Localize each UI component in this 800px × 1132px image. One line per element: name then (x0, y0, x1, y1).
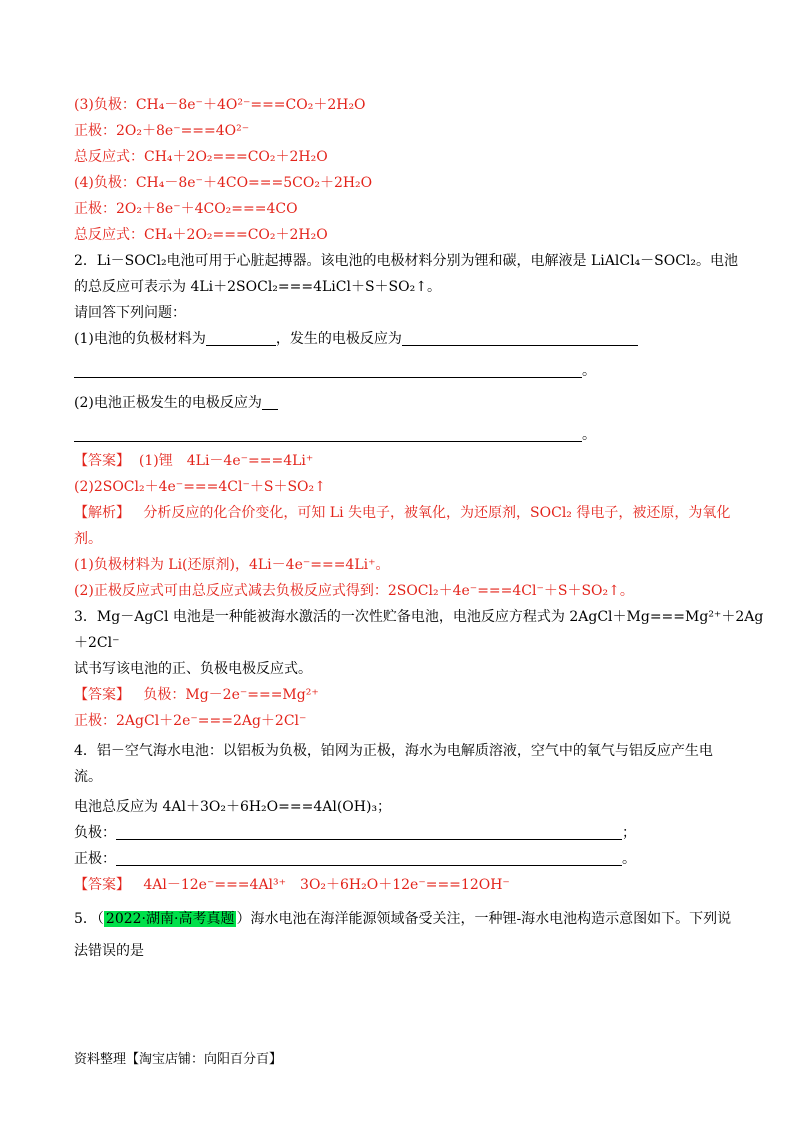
question-5-stem: 法错误的是 (74, 943, 144, 959)
text-line: 正极：2O₂＋8e⁻===4O²⁻ (74, 123, 250, 139)
answer-line: 正极：2AgCl＋2e⁻===2Ag＋2Cl⁻ (74, 713, 307, 729)
text-line: (4)负极：CH₄－8e⁻＋4CO===5CO₂＋2H₂O (74, 175, 373, 191)
answer-text: 负极：Mg－2e⁻===Mg²⁺ (143, 687, 319, 703)
negative-label: 负极： (74, 825, 116, 841)
sub1-label: (1)电池的负极材料为 (74, 331, 206, 347)
source-highlight: 2022·湖南·高考真题 (105, 911, 235, 927)
sub1-label-b: ，发生的电极反应为 (275, 331, 402, 347)
positive-label: 正极： (74, 851, 116, 867)
answer-blank[interactable] (116, 849, 622, 866)
answer-tag: 【答案】 (74, 687, 130, 703)
question-3-prompt: 试书写该电池的正、负极电极反应式。 (74, 661, 312, 677)
text-line: 总反应式：CH₄＋2O₂===CO₂＋2H₂O (74, 227, 328, 243)
question-4-positive (74, 846, 734, 872)
answer-tag: 【答案】 (74, 453, 130, 469)
question-2-sub1 (74, 326, 734, 352)
semicolon: ； (622, 825, 636, 841)
answer-blank[interactable] (116, 823, 622, 840)
analysis-line: (1)负极材料为 Li(还原剂)，4Li－4e⁻===4Li⁺。 (74, 557, 390, 573)
period: 。 (582, 363, 596, 379)
question-4-stem: 流。 (74, 769, 102, 785)
question-5-stem (74, 906, 734, 932)
text-line: 总反应式：CH₄＋2O₂===CO₂＋2H₂O (74, 149, 328, 165)
question-4-total: 电池总反应为 4Al＋3O₂＋6H₂O===4Al(OH)₃； (74, 799, 392, 815)
analysis-text: 分析反应的化合价变化，可知 Li 失电子，被氧化，为还原剂，SOCl₂ 得电子，被还原，为氧化 (143, 505, 731, 521)
answer-line: (2)2SOCl₂＋4e⁻===4Cl⁻＋S＋SO₂↑ (74, 479, 326, 495)
question-2-prompt: 请回答下列问题： (74, 305, 186, 321)
text-line: 正极：2O₂＋8e⁻＋4CO₂===4CO (74, 201, 298, 217)
answer-text: (1)锂 4Li－4e⁻===4Li⁺ (138, 453, 314, 469)
answer-line (74, 872, 734, 898)
analysis-line: 剂。 (74, 531, 102, 547)
question-4-negative (74, 820, 734, 846)
analysis-tag: 【解析】 (74, 505, 130, 521)
answer-blank[interactable] (262, 393, 278, 410)
question-2-sub1-cont (74, 358, 734, 384)
answer-line (74, 448, 734, 474)
question-2-stem: 2．Li－SOCl₂电池可用于心脏起搏器。该电池的电极材料分别为锂和碳，电解液是 LiAlCl₄－SOCl₂。电池 (74, 253, 739, 269)
answer-blank[interactable] (74, 425, 582, 442)
answer-tag: 【答案】 (74, 877, 130, 893)
period: 。 (622, 851, 636, 867)
answer-blank[interactable] (206, 329, 276, 346)
question-2-stem: 的总反应可表示为 4Li＋2SOCl₂===4LiCl＋S＋SO₂↑。 (74, 279, 441, 295)
question-4-stem: 4．铝－空气海水电池：以铝板为负极，铂网为正极，海水为电解质溶液，空气中的氧气与铝反应产生电 (74, 743, 713, 759)
answer-text: 4Al－12e⁻===4Al³⁺ 3O₂＋6H₂O＋12e⁻===12OH⁻ (143, 877, 510, 893)
question-number: 5．（ (74, 911, 104, 927)
question-3-stem: ＋2Cl⁻ (74, 635, 120, 651)
question-text: ）海水电池在海洋能源领域备受关注，一种锂-海水电池构造示意图如下。下列说 (236, 911, 732, 927)
analysis-line: (2)正极反应式可由总反应式减去负极反应式得到：2SOCl₂＋4e⁻===4Cl⁻＋S＋SO₂↑。 (74, 583, 634, 599)
footer-note: 资料整理【淘宝店铺：向阳百分百】 (74, 1052, 283, 1067)
question-2-sub2-cont (74, 422, 734, 448)
sub2-label: (2)电池正极发生的电极反应为 (74, 395, 262, 411)
period: 。 (582, 427, 596, 443)
text-line: (3)负极：CH₄－8e⁻＋4O²⁻===CO₂＋2H₂O (74, 97, 366, 113)
question-2-sub2 (74, 390, 734, 416)
answer-line (74, 682, 734, 708)
analysis-line (74, 500, 734, 526)
document-body (74, 92, 764, 964)
answer-blank[interactable] (402, 329, 638, 346)
question-3-stem: 3．Mg－AgCl 电池是一种能被海水激活的一次性贮备电池，电池反应方程式为 2AgCl＋Mg===Mg²⁺＋2Ag (74, 609, 764, 625)
answer-blank[interactable] (74, 361, 582, 378)
